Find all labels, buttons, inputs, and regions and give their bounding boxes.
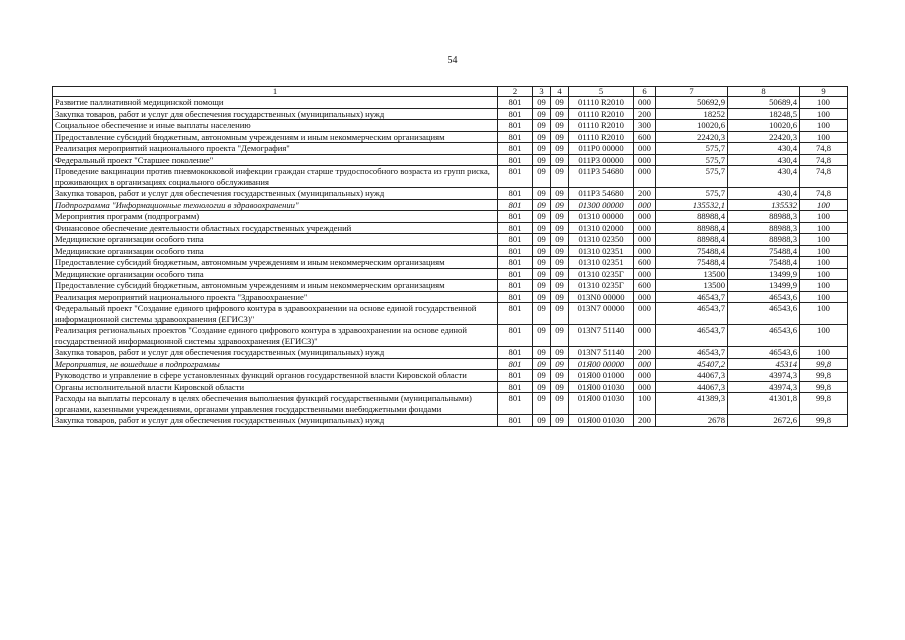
row-name-cell: Медицинские организации особого типа: [53, 268, 498, 280]
row-expense-type-cell: 000: [634, 166, 656, 188]
row-subsection-cell: 09: [551, 245, 569, 257]
table-row: [53, 131, 848, 143]
row-percent-cell: 100: [800, 347, 848, 359]
row-target-article-cell: 01310 00000: [569, 211, 634, 223]
row-name-cell: Расходы на выплаты персоналу в целях обеспечения выполнения функций государственными (муниципальными) органами, казенными учреждениями, органами управления государственными внебюджетными фондами: [53, 393, 498, 415]
row-subsection-cell: 09: [551, 234, 569, 246]
row-percent-cell: 100: [800, 234, 848, 246]
row-name-cell: Предоставление субсидий бюджетным, автономным учреждениям и иным некоммерческим организациям: [53, 280, 498, 292]
row-planned-cell: 44067,3: [656, 370, 728, 382]
row-name-cell: Подпрограмма "Информационные технологии в здравоохранении": [53, 199, 498, 211]
row-planned-cell: 46543,7: [656, 291, 728, 303]
row-section-cell: 09: [533, 358, 551, 370]
row-percent-cell: 99,8: [800, 381, 848, 393]
row-code-cell: 801: [498, 222, 533, 234]
row-name-cell: Федеральный проект "Создание единого цифрового контура в здравоохранении на основе единой государственной информационной системы здравоохранения (ЕГИСЗ)": [53, 303, 498, 325]
row-planned-cell: 575,7: [656, 188, 728, 200]
row-percent-cell: 100: [800, 268, 848, 280]
row-planned-cell: 45407,2: [656, 358, 728, 370]
row-executed-cell: 43974,3: [728, 370, 800, 382]
row-executed-cell: 18248,5: [728, 108, 800, 120]
row-planned-cell: 18252: [656, 108, 728, 120]
table-row: [53, 280, 848, 292]
row-expense-type-cell: 000: [634, 358, 656, 370]
row-executed-cell: 430,4: [728, 143, 800, 155]
row-expense-type-cell: 000: [634, 199, 656, 211]
header-col-9: 9: [800, 87, 848, 97]
row-expense-type-cell: 600: [634, 257, 656, 269]
row-code-cell: 801: [498, 234, 533, 246]
row-expense-type-cell: 600: [634, 280, 656, 292]
row-code-cell: 801: [498, 120, 533, 132]
header-col-8: 8: [728, 87, 800, 97]
row-subsection-cell: 09: [551, 188, 569, 200]
row-executed-cell: 46543,6: [728, 325, 800, 347]
row-expense-type-cell: 000: [634, 97, 656, 109]
row-subsection-cell: 09: [551, 291, 569, 303]
row-subsection-cell: 09: [551, 97, 569, 109]
row-subsection-cell: 09: [551, 166, 569, 188]
row-planned-cell: 44067,3: [656, 381, 728, 393]
row-name-cell: Реализация региональных проектов "Создание единого цифрового контура в здравоохранении на основе единой государственной информационной системы здравоохранения (ЕГИСЗ)": [53, 325, 498, 347]
table-row: [53, 234, 848, 246]
row-section-cell: 09: [533, 120, 551, 132]
row-name-cell: Руководство и управление в сфере установленных функций органов государственной власти Кировской области: [53, 370, 498, 382]
row-code-cell: 801: [498, 268, 533, 280]
row-subsection-cell: 09: [551, 131, 569, 143]
row-target-article-cell: 01300 00000: [569, 199, 634, 211]
row-executed-cell: 43974,3: [728, 381, 800, 393]
table-row: [53, 325, 848, 347]
row-planned-cell: 88988,4: [656, 222, 728, 234]
table-row: [53, 120, 848, 132]
row-executed-cell: 430,4: [728, 154, 800, 166]
row-target-article-cell: 01110 R2010: [569, 97, 634, 109]
row-planned-cell: 46543,7: [656, 325, 728, 347]
row-target-article-cell: 01Я00 01030: [569, 393, 634, 415]
row-subsection-cell: 09: [551, 381, 569, 393]
row-percent-cell: 100: [800, 257, 848, 269]
row-code-cell: 801: [498, 257, 533, 269]
row-subsection-cell: 09: [551, 280, 569, 292]
row-section-cell: 09: [533, 415, 551, 427]
row-section-cell: 09: [533, 280, 551, 292]
row-planned-cell: 88988,4: [656, 211, 728, 223]
row-percent-cell: 74,8: [800, 154, 848, 166]
row-percent-cell: 100: [800, 303, 848, 325]
row-planned-cell: 75488,4: [656, 257, 728, 269]
row-executed-cell: 41301,8: [728, 393, 800, 415]
table-row: [53, 370, 848, 382]
row-percent-cell: 100: [800, 97, 848, 109]
row-executed-cell: 430,4: [728, 166, 800, 188]
table-row: [53, 188, 848, 200]
row-name-cell: Мероприятия, не вошедшие в подпрограммы: [53, 358, 498, 370]
row-target-article-cell: 013N0 00000: [569, 291, 634, 303]
row-percent-cell: 99,8: [800, 358, 848, 370]
table-row: [53, 108, 848, 120]
row-planned-cell: 46543,7: [656, 347, 728, 359]
header-col-7: 7: [656, 87, 728, 97]
row-expense-type-cell: 000: [634, 222, 656, 234]
row-percent-cell: 74,8: [800, 188, 848, 200]
table-row: [53, 222, 848, 234]
row-target-article-cell: 01110 R2010: [569, 120, 634, 132]
row-section-cell: 09: [533, 154, 551, 166]
row-code-cell: 801: [498, 358, 533, 370]
row-name-cell: Медицинские организации особого типа: [53, 245, 498, 257]
row-expense-type-cell: 000: [634, 234, 656, 246]
row-expense-type-cell: 000: [634, 154, 656, 166]
row-code-cell: 801: [498, 131, 533, 143]
row-executed-cell: 75488,4: [728, 245, 800, 257]
row-executed-cell: 22420,3: [728, 131, 800, 143]
row-percent-cell: 99,8: [800, 415, 848, 427]
row-executed-cell: 88988,3: [728, 211, 800, 223]
page-number: 54: [447, 55, 458, 66]
row-executed-cell: 2672,6: [728, 415, 800, 427]
row-code-cell: 801: [498, 154, 533, 166]
row-target-article-cell: 013N7 51140: [569, 325, 634, 347]
table-row: [53, 166, 848, 188]
row-planned-cell: 575,7: [656, 166, 728, 188]
row-percent-cell: 100: [800, 120, 848, 132]
table-row: [53, 415, 848, 427]
row-section-cell: 09: [533, 211, 551, 223]
row-planned-cell: 135532,1: [656, 199, 728, 211]
row-planned-cell: 88988,4: [656, 234, 728, 246]
row-section-cell: 09: [533, 245, 551, 257]
row-planned-cell: 50692,9: [656, 97, 728, 109]
row-section-cell: 09: [533, 347, 551, 359]
row-section-cell: 09: [533, 257, 551, 269]
row-name-cell: Закупка товаров, работ и услуг для обеспечения государственных (муниципальных) нужд: [53, 108, 498, 120]
row-executed-cell: 430,4: [728, 188, 800, 200]
row-code-cell: 801: [498, 245, 533, 257]
row-section-cell: 09: [533, 291, 551, 303]
table-row: [53, 199, 848, 211]
row-code-cell: 801: [498, 280, 533, 292]
row-section-cell: 09: [533, 370, 551, 382]
row-section-cell: 09: [533, 166, 551, 188]
row-expense-type-cell: 300: [634, 120, 656, 132]
row-percent-cell: 100: [800, 131, 848, 143]
row-name-cell: Предоставление субсидий бюджетным, автономным учреждениям и иным некоммерческим организациям: [53, 257, 498, 269]
row-percent-cell: 74,8: [800, 143, 848, 155]
row-subsection-cell: 09: [551, 108, 569, 120]
row-code-cell: 801: [498, 166, 533, 188]
row-section-cell: 09: [533, 97, 551, 109]
row-expense-type-cell: 000: [634, 303, 656, 325]
row-name-cell: Закупка товаров, работ и услуг для обеспечения государственных (муниципальных) нужд: [53, 188, 498, 200]
table-header-row: [53, 87, 848, 97]
row-executed-cell: 88988,3: [728, 234, 800, 246]
row-name-cell: Закупка товаров, работ и услуг для обеспечения государственных (муниципальных) нужд: [53, 347, 498, 359]
row-executed-cell: 46543,6: [728, 347, 800, 359]
row-section-cell: 09: [533, 222, 551, 234]
row-name-cell: Развитие паллиативной медицинской помощи: [53, 97, 498, 109]
row-code-cell: 801: [498, 199, 533, 211]
table-row: [53, 211, 848, 223]
row-target-article-cell: 01Я00 01000: [569, 370, 634, 382]
row-target-article-cell: 011P3 54680: [569, 166, 634, 188]
row-subsection-cell: 09: [551, 347, 569, 359]
row-planned-cell: 75488,4: [656, 245, 728, 257]
row-planned-cell: 13500: [656, 280, 728, 292]
row-expense-type-cell: 000: [634, 370, 656, 382]
row-code-cell: 801: [498, 415, 533, 427]
row-expense-type-cell: 000: [634, 245, 656, 257]
table-row: [53, 347, 848, 359]
row-section-cell: 09: [533, 303, 551, 325]
row-name-cell: Реализация мероприятий национального проекта "Демография": [53, 143, 498, 155]
row-executed-cell: 75488,4: [728, 257, 800, 269]
header-col-5: 5: [569, 87, 634, 97]
row-target-article-cell: 01Я00 00000: [569, 358, 634, 370]
row-code-cell: 801: [498, 188, 533, 200]
row-percent-cell: 100: [800, 211, 848, 223]
row-target-article-cell: 01Я00 01030: [569, 415, 634, 427]
table-row: [53, 303, 848, 325]
row-expense-type-cell: 000: [634, 291, 656, 303]
row-code-cell: 801: [498, 303, 533, 325]
table-row: [53, 257, 848, 269]
table-row: [53, 268, 848, 280]
row-expense-type-cell: 000: [634, 381, 656, 393]
budget-table: [52, 86, 848, 427]
row-subsection-cell: 09: [551, 415, 569, 427]
row-section-cell: 09: [533, 234, 551, 246]
row-planned-cell: 46543,7: [656, 303, 728, 325]
row-name-cell: Реализация мероприятий национального проекта "Здравоохранение": [53, 291, 498, 303]
row-section-cell: 09: [533, 268, 551, 280]
row-executed-cell: 50689,4: [728, 97, 800, 109]
row-percent-cell: 100: [800, 245, 848, 257]
row-planned-cell: 13500: [656, 268, 728, 280]
row-subsection-cell: 09: [551, 120, 569, 132]
table-row: [53, 358, 848, 370]
row-expense-type-cell: 000: [634, 143, 656, 155]
row-target-article-cell: 013N7 51140: [569, 347, 634, 359]
row-target-article-cell: 01310 02351: [569, 245, 634, 257]
row-name-cell: Медицинские организации особого типа: [53, 234, 498, 246]
row-section-cell: 09: [533, 325, 551, 347]
row-target-article-cell: 01310 0235Г: [569, 280, 634, 292]
row-percent-cell: 100: [800, 108, 848, 120]
row-planned-cell: 575,7: [656, 154, 728, 166]
row-expense-type-cell: 200: [634, 108, 656, 120]
row-subsection-cell: 09: [551, 268, 569, 280]
row-name-cell: Предоставление субсидий бюджетным, автономным учреждениям и иным некоммерческим организациям: [53, 131, 498, 143]
row-executed-cell: 13499,9: [728, 268, 800, 280]
row-target-article-cell: 011P3 54680: [569, 188, 634, 200]
row-target-article-cell: 01310 02351: [569, 257, 634, 269]
row-code-cell: 801: [498, 381, 533, 393]
row-executed-cell: 13499,9: [728, 280, 800, 292]
row-expense-type-cell: 000: [634, 268, 656, 280]
header-col-2: 2: [498, 87, 533, 97]
table-row: [53, 393, 848, 415]
row-name-cell: Финансовое обеспечение деятельности областных государственных учреждений: [53, 222, 498, 234]
row-expense-type-cell: 200: [634, 188, 656, 200]
row-executed-cell: 88988,3: [728, 222, 800, 234]
row-section-cell: 09: [533, 131, 551, 143]
row-subsection-cell: 09: [551, 154, 569, 166]
row-code-cell: 801: [498, 211, 533, 223]
row-name-cell: Закупка товаров, работ и услуг для обеспечения государственных (муниципальных) нужд: [53, 415, 498, 427]
row-executed-cell: 135532: [728, 199, 800, 211]
table-row: [53, 154, 848, 166]
row-target-article-cell: 01110 R2010: [569, 131, 634, 143]
row-code-cell: 801: [498, 393, 533, 415]
row-percent-cell: 100: [800, 222, 848, 234]
row-expense-type-cell: 100: [634, 393, 656, 415]
row-subsection-cell: 09: [551, 370, 569, 382]
row-code-cell: 801: [498, 325, 533, 347]
table-row: [53, 381, 848, 393]
row-name-cell: Проведение вакцинации против пневмококковой инфекции граждан старше трудоспособного возраста из групп риска, проживающих в организациях социального обслуживания: [53, 166, 498, 188]
table-row: [53, 97, 848, 109]
row-code-cell: 801: [498, 108, 533, 120]
row-planned-cell: 575,7: [656, 143, 728, 155]
row-percent-cell: 99,8: [800, 393, 848, 415]
row-executed-cell: 45314: [728, 358, 800, 370]
table-row: [53, 143, 848, 155]
row-subsection-cell: 09: [551, 199, 569, 211]
row-expense-type-cell: 600: [634, 131, 656, 143]
row-planned-cell: 2678: [656, 415, 728, 427]
row-expense-type-cell: 000: [634, 211, 656, 223]
row-target-article-cell: 011P3 00000: [569, 154, 634, 166]
table-row: [53, 245, 848, 257]
row-percent-cell: 100: [800, 199, 848, 211]
row-percent-cell: 100: [800, 325, 848, 347]
row-name-cell: Социальное обеспечение и иные выплаты населению: [53, 120, 498, 132]
row-subsection-cell: 09: [551, 325, 569, 347]
row-planned-cell: 22420,3: [656, 131, 728, 143]
header-col-4: 4: [551, 87, 569, 97]
table-row: [53, 291, 848, 303]
row-section-cell: 09: [533, 143, 551, 155]
row-percent-cell: 99,8: [800, 370, 848, 382]
row-section-cell: 09: [533, 199, 551, 211]
row-subsection-cell: 09: [551, 358, 569, 370]
row-expense-type-cell: 200: [634, 415, 656, 427]
header-col-1: 1: [53, 87, 498, 97]
row-target-article-cell: 011P0 00000: [569, 143, 634, 155]
row-target-article-cell: 01Я00 01030: [569, 381, 634, 393]
row-code-cell: 801: [498, 97, 533, 109]
row-subsection-cell: 09: [551, 257, 569, 269]
row-subsection-cell: 09: [551, 303, 569, 325]
header-col-6: 6: [634, 87, 656, 97]
row-executed-cell: 46543,6: [728, 303, 800, 325]
row-executed-cell: 46543,6: [728, 291, 800, 303]
row-subsection-cell: 09: [551, 143, 569, 155]
row-code-cell: 801: [498, 347, 533, 359]
row-target-article-cell: 01310 0235Г: [569, 268, 634, 280]
row-target-article-cell: 01310 02350: [569, 234, 634, 246]
row-code-cell: 801: [498, 291, 533, 303]
header-col-3: 3: [533, 87, 551, 97]
row-percent-cell: 100: [800, 291, 848, 303]
row-planned-cell: 10020,6: [656, 120, 728, 132]
row-name-cell: Мероприятия программ (подпрограмм): [53, 211, 498, 223]
row-section-cell: 09: [533, 393, 551, 415]
row-subsection-cell: 09: [551, 222, 569, 234]
row-expense-type-cell: 000: [634, 325, 656, 347]
row-subsection-cell: 09: [551, 211, 569, 223]
row-target-article-cell: 01310 02000: [569, 222, 634, 234]
row-code-cell: 801: [498, 143, 533, 155]
row-subsection-cell: 09: [551, 393, 569, 415]
row-target-article-cell: 013N7 00000: [569, 303, 634, 325]
row-section-cell: 09: [533, 381, 551, 393]
row-percent-cell: 74,8: [800, 166, 848, 188]
row-name-cell: Федеральный проект "Старшее поколение": [53, 154, 498, 166]
row-target-article-cell: 01110 R2010: [569, 108, 634, 120]
row-section-cell: 09: [533, 188, 551, 200]
row-name-cell: Органы исполнительной власти Кировской области: [53, 381, 498, 393]
row-executed-cell: 10020,6: [728, 120, 800, 132]
row-section-cell: 09: [533, 108, 551, 120]
row-planned-cell: 41389,3: [656, 393, 728, 415]
row-percent-cell: 100: [800, 280, 848, 292]
row-code-cell: 801: [498, 370, 533, 382]
row-expense-type-cell: 200: [634, 347, 656, 359]
